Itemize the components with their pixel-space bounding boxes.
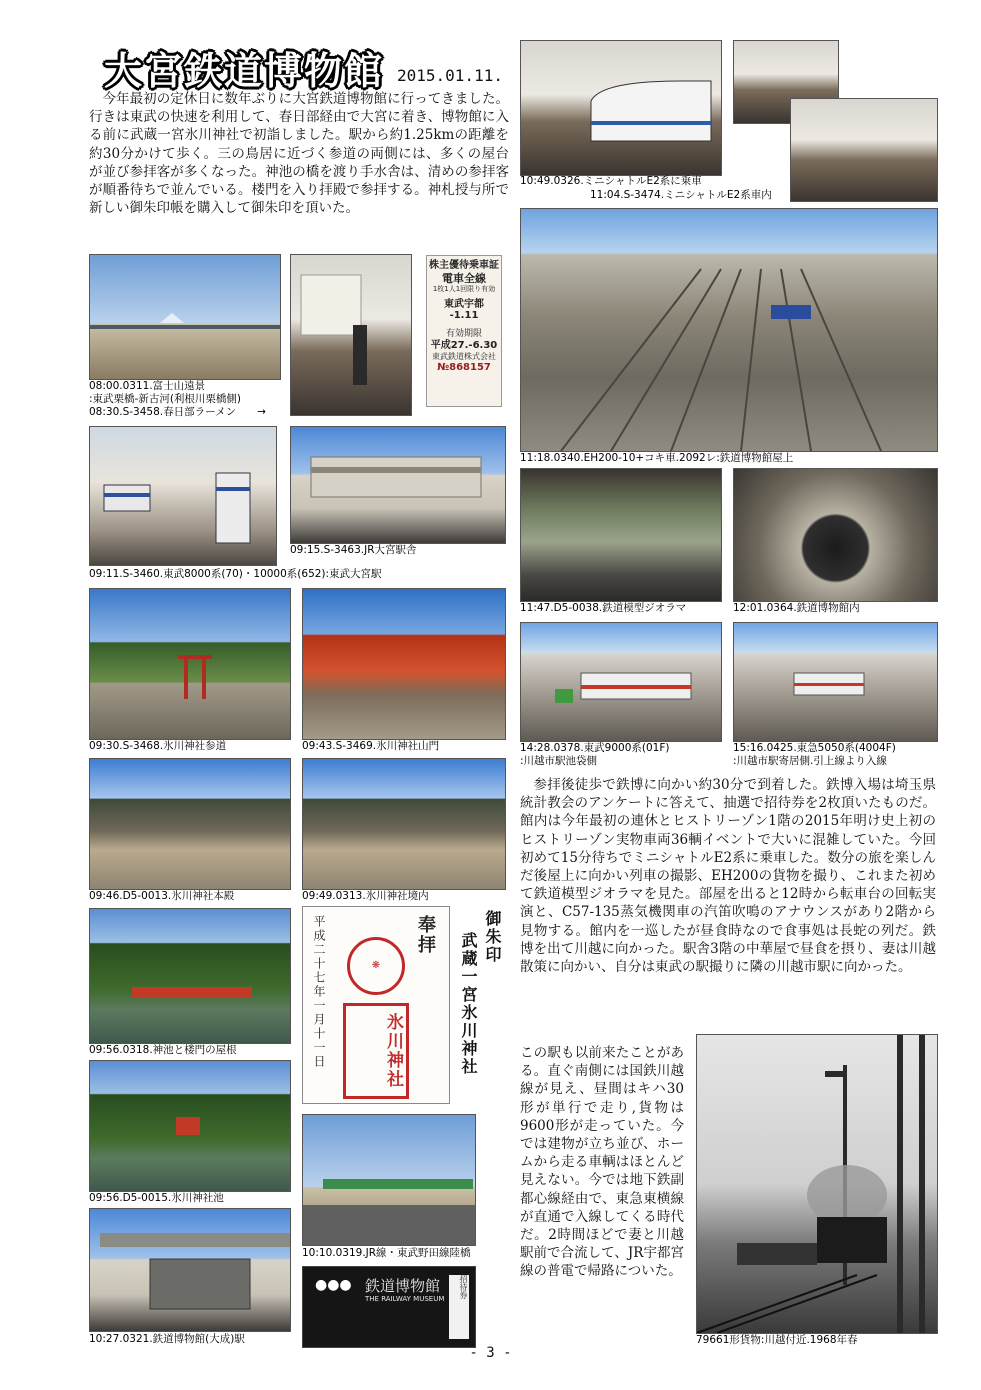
ticket-line3: 1枚1人1回限り有効 — [432, 285, 496, 293]
caption-shrine-pond: 09:56.D5-0015.氷川神社池 — [89, 1192, 224, 1204]
photo-shrine-approach — [89, 588, 291, 740]
caption-shrine-grounds: 09:49.0313.氷川神社境内 — [302, 890, 429, 902]
goshuin-stamp-image — [302, 906, 450, 1104]
ticket-line5: -1.11 — [449, 310, 479, 321]
ticket-line1: 株主優待乗車証 — [429, 260, 499, 271]
ticket-line8: 東武鉄道株式会社 — [432, 352, 496, 361]
ticket-line9: №868157 — [437, 362, 491, 373]
kawagoe-paragraph: この駅も以前来たことがある。直ぐ南側には国鉄川越線が見え、昼間はキハ30形が単行で走り,貨物は9600形が走っていた。今では建物が立ち並び、ホームから走る車輌はほとんど見えない。今では地下鉄副都心線経由で、東急東横線が直通で入線してくる時代だ。2時間ほどで妻と川越駅前で合流して、JR宇都宮線の普電で帰路についた。 — [520, 1045, 684, 1280]
caption-tobu-9000-1: 14:28.0378.東武9000系(01F) — [520, 742, 670, 754]
goshuin-round-seal: ❋ — [347, 937, 405, 995]
museum-card-sub: THE RAILWAY MUSEUM — [365, 1295, 445, 1303]
caption-eh200-freight: 11:18.0340.EH200-10+コキ車.2092レ:鉄道博物館屋上 — [520, 452, 794, 464]
photo-shrine-gate — [302, 588, 506, 740]
page-title: 大宮鉄道博物館 — [104, 48, 385, 93]
goshuin-square-seal: 氷川神社 — [343, 1003, 409, 1099]
caption-pond-gate-roof: 09:56.0318.神池と楼門の屋根 — [89, 1044, 237, 1056]
photo-tokyu-5050 — [733, 622, 938, 742]
caption-model-diorama: 11:47.D5-0038.鉄道模型ジオラマ — [520, 602, 687, 614]
goshuin-brush-2: 平成二十七年一月十一日 — [312, 915, 326, 1069]
caption-mini-shuttle: 10:49.0326.ミニシャトルE2系に乗車 — [520, 175, 702, 187]
goshuin-title: 御朱印 — [483, 910, 502, 964]
ticket-line6: 有効期限 — [445, 329, 482, 339]
caption-main-hall: 09:46.D5-0013.氷川神社本殿 — [89, 890, 235, 902]
caption-tokyu-5050-2: :川越市駅寄居側.引上線より入線 — [733, 755, 887, 767]
museum-ticket-card — [302, 1266, 476, 1348]
caption-shrine-approach: 09:30.S-3468.氷川神社参道 — [89, 740, 227, 752]
photo-shrine-grounds — [302, 758, 506, 890]
shareholder-ticket — [426, 255, 502, 407]
photo-museum-station — [89, 1208, 291, 1332]
caption-turntable: 12:01.0364.鉄道博物館内 — [733, 602, 860, 614]
intro-paragraph: 今年最初の定休日に数年ぶりに大宮鉄道博物館に行ってきました。行きは東武の快速を利用して、春日部経由で大宮に着き、博物館に入る前に武蔵一宮氷川神社で初詣しました。駅から約1.25kmの距離を約30分かけて歩く。三の鳥居に近づく参道の両側には、多くの屋台が並び参拝客が多くなった。神池の橋を渡り手水舎は、清めの参拝客が順番待ちで並んでいる。楼門を入り拝殿で参拝する。神札授与所で新しい御朱印帳を購入して御朱印を頂いた。 — [89, 91, 509, 217]
museum-card-label: 招待券 — [449, 1275, 469, 1339]
caption-museum-station: 10:27.0321.鉄道博物館(大成)駅 — [89, 1333, 245, 1345]
caption-tobu-9000-2: :川越市駅池袋側 — [520, 755, 598, 767]
photo-eh200-freight — [520, 208, 938, 452]
caption-overpass: 10:10.0319.JR線・東武野田線陸橋 — [302, 1247, 471, 1259]
caption-fuji-1: 08:00.0311.富士山遠景 — [89, 380, 206, 392]
photo-steam-freight-1968 — [696, 1034, 938, 1334]
caption-shuttle-interior: 11:04.S-3474.ミニシャトルE2系車内 — [590, 189, 772, 201]
page-number: - 3 - — [469, 1345, 512, 1361]
caption-tobu-omiya: 09:11.S-3460.東武8000系(70)・10000系(652):東武大宮駅 — [89, 568, 382, 580]
goshuin-brush-1: 奉拝 — [415, 915, 436, 955]
ticket-line7: 平成27.-6.30 — [430, 340, 498, 351]
photo-mt-fuji — [89, 254, 281, 380]
museum-card-logo: 鉄道博物館 — [365, 1277, 441, 1295]
photo-turntable — [733, 468, 938, 602]
museum-logo-icon: ●●● — [315, 1277, 352, 1293]
goshuin-shrine-name: 武蔵一宮氷川神社 — [459, 932, 478, 1076]
caption-ramen: 08:30.S-3458.春日部ラーメン → — [89, 406, 266, 418]
photo-model-diorama — [520, 468, 722, 602]
caption-steam-freight-1968: 79661形貨物:川越付近.1968年春 — [696, 1334, 858, 1346]
caption-tokyu-5050-1: 15:16.0425.東急5050系(4004F) — [733, 742, 896, 754]
photo-tobu-9000 — [520, 622, 722, 742]
ticket-line2: 電車全線 — [442, 272, 486, 285]
ticket-line4: 東武宇都 — [444, 299, 484, 310]
caption-shrine-gate: 09:43.S-3469.氷川神社山門 — [302, 740, 440, 752]
photo-ramen-shop — [290, 254, 412, 416]
photo-shuttle-interior — [790, 98, 938, 202]
caption-fuji-2: :東武栗橋-新古河(利根川栗橋側) — [89, 393, 242, 405]
photo-main-hall — [89, 758, 291, 890]
photo-jr-omiya-station — [290, 426, 506, 544]
photo-overpass — [302, 1114, 476, 1246]
caption-jr-omiya: 09:15.S-3463.JR大宮駅舎 — [290, 544, 417, 556]
article-date: 2015.01.11. — [397, 66, 503, 85]
photo-mini-shuttle — [520, 40, 722, 176]
photo-pond-gate-roof — [89, 908, 291, 1044]
museum-paragraph: 参拝後徒歩で鉄博に向かい約30分で到着した。鉄博入場は埼玉県統計教会のアンケートに答えて、抽選で招待券を2枚頂いたものだ。館内は今年最初の連休とヒストリーゾン1階の2015年明け史上初のヒストリーゾン実物車両36輌イベントで大いに混雑していた。今回初めて15分待ちでミニシャトルE2系に乗車した。数分の旅を楽しんだ後屋上に向かい列車の撮影、EH200の貨物を撮り、これまた初めて鉄道模型ジオラマを見た。部屋を出ると12時から転車台の回転実演と、C57-135蒸気機関車の汽笛吹鳴のアナウンスがあり2階から見物する。館内を一巡したが昼食時なので食事処は長蛇の列だ。鉄博を出て川越に向かった。駅舎3階の中華屋で昼食を摂り、妻は川越散策に向かい、自分は東武の駅撮りに隣の川越市駅に向かった。 — [520, 777, 936, 976]
photo-tobu-omiya-station — [89, 426, 277, 566]
photo-shrine-pond — [89, 1060, 291, 1192]
